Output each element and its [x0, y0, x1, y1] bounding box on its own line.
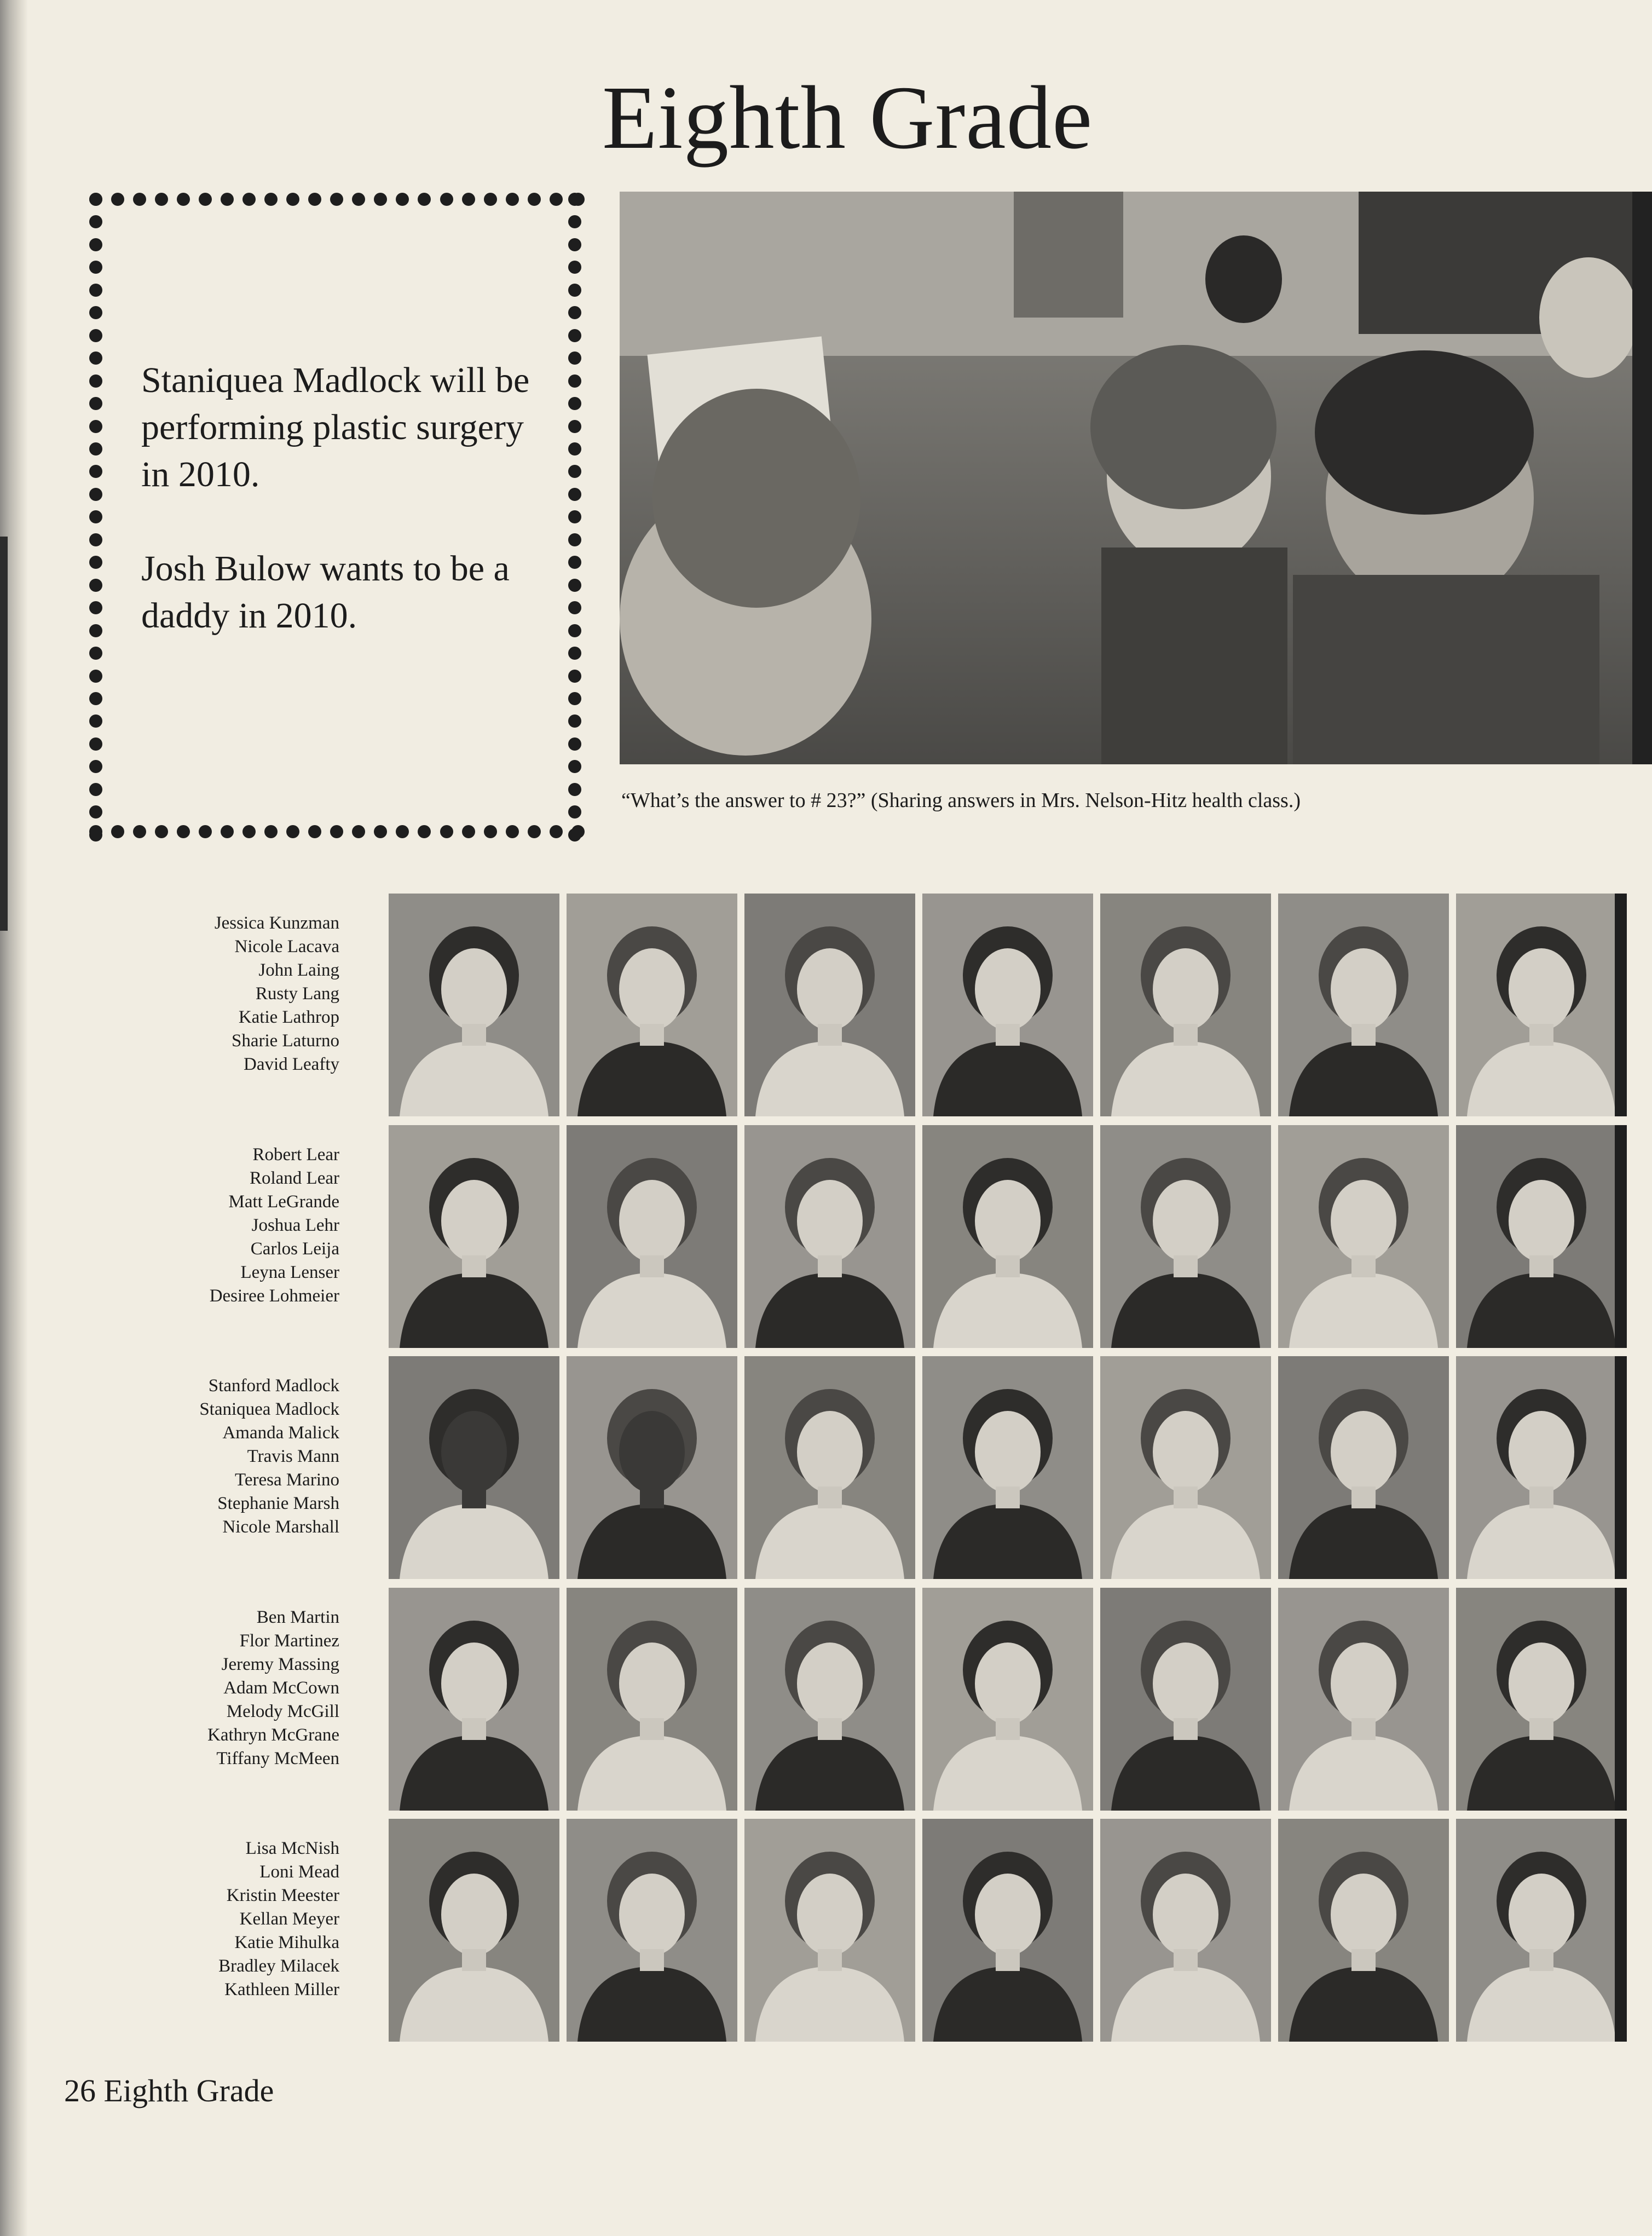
student-portrait [744, 1125, 915, 1348]
student-portrait [1100, 1356, 1271, 1579]
border-dot [484, 193, 497, 206]
student-name: Matt LeGrande [228, 1192, 339, 1212]
border-dot [133, 193, 146, 206]
border-dot [89, 510, 102, 523]
student-name: John Laing [258, 960, 339, 980]
border-dot [89, 488, 102, 501]
student-name: Nicole Lacava [234, 937, 339, 956]
border-dot [528, 193, 541, 206]
border-dot [89, 261, 102, 274]
border-dot [568, 215, 581, 228]
border-dot [89, 714, 102, 728]
border-dot [89, 420, 102, 433]
border-dot [568, 737, 581, 751]
student-name: Kathleen Miller [224, 1980, 339, 1999]
border-dot [568, 397, 581, 410]
student-name: Staniquea Madlock [199, 1399, 339, 1419]
student-portrait [1278, 894, 1449, 1116]
border-dot [550, 825, 563, 838]
student-portrait [567, 894, 737, 1116]
border-dot [568, 624, 581, 637]
border-dot [199, 193, 212, 206]
border-dot [264, 825, 278, 838]
border-dot [89, 805, 102, 819]
student-portrait [1278, 1356, 1449, 1579]
border-dot [89, 329, 102, 342]
student-name: Rusty Lang [255, 984, 339, 1004]
border-dot [89, 397, 102, 410]
student-portrait [744, 1819, 915, 2042]
student-portrait [1456, 894, 1627, 1116]
border-dot [89, 737, 102, 751]
dotted-quote-box [89, 193, 585, 842]
student-portrait [744, 1356, 915, 1579]
border-dot [89, 556, 102, 569]
student-name: Bradley Milacek [218, 1956, 339, 1976]
student-portrait [389, 1356, 559, 1579]
student-name: Katie Lathrop [238, 1007, 339, 1027]
student-name: Stephanie Marsh [217, 1494, 339, 1513]
border-dot [155, 825, 168, 838]
student-portrait [1456, 1125, 1627, 1348]
student-portrait [1278, 1125, 1449, 1348]
student-name: Sharie Laturno [231, 1031, 339, 1051]
quote-line: Josh Bulow wants to be a daddy in 2010. [141, 549, 510, 636]
photo-caption: “What’s the answer to # 23?” (Sharing answers in Mrs. Nelson-Hitz health class.) [621, 789, 1301, 812]
name-list [142, 1837, 339, 2002]
border-dot [550, 193, 563, 206]
page-folio: 26 Eighth Grade [64, 2073, 274, 2108]
student-name: Kristin Meester [226, 1886, 339, 1905]
classroom-photo-image [620, 192, 1652, 764]
border-dot [568, 714, 581, 728]
student-portrait [1456, 1356, 1627, 1579]
name-list [142, 912, 339, 1076]
student-name: Roland Lear [249, 1168, 339, 1188]
border-dot [89, 828, 102, 842]
student-portrait [922, 1588, 1093, 1811]
student-portrait [744, 1588, 915, 1811]
border-dot [568, 601, 581, 614]
student-name: Katie Mihulka [234, 1933, 339, 1952]
binding-shadow [0, 537, 8, 931]
student-portrait [389, 1125, 559, 1348]
border-dot [264, 193, 278, 206]
border-dot [286, 825, 299, 838]
border-dot [89, 760, 102, 773]
border-dot [352, 825, 365, 838]
border-dot [221, 193, 234, 206]
border-dot [89, 351, 102, 365]
border-dot [89, 783, 102, 796]
border-dot [462, 193, 475, 206]
border-dot [568, 760, 581, 773]
student-portrait [389, 1588, 559, 1811]
student-portrait [1100, 1819, 1271, 2042]
name-list [142, 1374, 339, 1539]
student-name: Joshua Lehr [251, 1215, 339, 1235]
dotted-border-bottom [89, 825, 585, 842]
border-dot [111, 193, 124, 206]
border-dot [568, 692, 581, 705]
border-dot [89, 533, 102, 546]
border-dot [89, 670, 102, 683]
border-dot [89, 284, 102, 297]
border-dot [568, 556, 581, 569]
border-dot [155, 193, 168, 206]
border-dot [568, 805, 581, 819]
student-name: Carlos Leija [250, 1239, 339, 1259]
border-dot [440, 193, 453, 206]
border-dot [568, 261, 581, 274]
border-dot [568, 647, 581, 660]
student-name: Amanda Malick [222, 1423, 339, 1443]
student-name: Robert Lear [252, 1145, 339, 1165]
student-portrait [389, 894, 559, 1116]
border-dot [568, 374, 581, 388]
border-dot [418, 825, 431, 838]
student-name: Adam McCown [223, 1678, 339, 1698]
student-portrait [1100, 1588, 1271, 1811]
border-dot [177, 193, 190, 206]
border-dot [89, 442, 102, 456]
student-portrait [922, 1819, 1093, 2042]
student-portrait [1278, 1588, 1449, 1811]
name-list [142, 1143, 339, 1308]
student-portrait [1456, 1588, 1627, 1811]
border-dot [568, 193, 581, 206]
border-dot [111, 825, 124, 838]
student-name: Loni Mead [259, 1862, 339, 1882]
student-name: Travis Mann [247, 1447, 339, 1466]
student-name: Flor Martinez [239, 1631, 339, 1651]
border-dot [89, 374, 102, 388]
border-dot [286, 193, 299, 206]
student-name: Kathryn McGrane [207, 1725, 339, 1745]
border-dot [396, 193, 409, 206]
border-dot [374, 825, 387, 838]
border-dot [568, 579, 581, 592]
student-portrait [1100, 894, 1271, 1116]
border-dot [396, 825, 409, 838]
border-dot [330, 193, 343, 206]
classroom-photo [620, 192, 1652, 764]
student-name: Tiffany McMeen [216, 1749, 339, 1768]
border-dot [374, 193, 387, 206]
dotted-border-left [89, 193, 106, 842]
border-dot [89, 193, 102, 206]
border-dot [242, 193, 256, 206]
border-dot [308, 193, 321, 206]
border-dot [568, 284, 581, 297]
border-dot [568, 670, 581, 683]
border-dot [221, 825, 234, 838]
border-dot [89, 215, 102, 228]
border-dot [352, 193, 365, 206]
student-name: Melody McGill [226, 1702, 339, 1721]
border-dot [418, 193, 431, 206]
border-dot [568, 533, 581, 546]
border-dot [568, 510, 581, 523]
border-dot [89, 624, 102, 637]
student-portrait [567, 1819, 737, 2042]
quote-text [141, 357, 557, 687]
border-dot [568, 828, 581, 842]
student-name: Stanford Madlock [208, 1376, 339, 1396]
student-portrait [389, 1819, 559, 2042]
border-dot [330, 825, 343, 838]
border-dot [568, 306, 581, 319]
border-dot [199, 825, 212, 838]
border-dot [568, 351, 581, 365]
border-dot [89, 692, 102, 705]
student-portrait [744, 894, 915, 1116]
student-portrait [567, 1125, 737, 1348]
border-dot [462, 825, 475, 838]
border-dot [177, 825, 190, 838]
student-portrait [922, 1125, 1093, 1348]
student-name: Leyna Lenser [240, 1263, 339, 1282]
border-dot [440, 825, 453, 838]
student-name: Lisa McNish [245, 1839, 339, 1858]
student-name: David Leafty [243, 1054, 339, 1074]
border-dot [89, 601, 102, 614]
dotted-border-right [568, 193, 585, 842]
border-dot [568, 238, 581, 251]
student-name: Jeremy Massing [221, 1655, 339, 1674]
border-dot [89, 465, 102, 478]
student-name: Nicole Marshall [222, 1517, 339, 1537]
border-dot [89, 238, 102, 251]
border-dot [568, 488, 581, 501]
student-portrait [567, 1356, 737, 1579]
border-dot [89, 579, 102, 592]
border-dot [568, 420, 581, 433]
border-dot [506, 825, 519, 838]
border-dot [506, 193, 519, 206]
border-dot [89, 647, 102, 660]
student-name: Desiree Lohmeier [209, 1286, 339, 1306]
border-dot [89, 306, 102, 319]
border-dot [133, 825, 146, 838]
name-list [142, 1606, 339, 1771]
student-portrait [922, 894, 1093, 1116]
student-portrait [1278, 1819, 1449, 2042]
dotted-border-top [89, 193, 585, 209]
border-dot [568, 442, 581, 456]
page-binding-edge [0, 0, 27, 2236]
border-dot [528, 825, 541, 838]
border-dot [568, 329, 581, 342]
student-name: Jessica Kunzman [214, 913, 339, 933]
border-dot [242, 825, 256, 838]
student-portrait [567, 1588, 737, 1811]
page-title: Eighth Grade [602, 67, 1093, 168]
student-name: Kellan Meyer [239, 1909, 339, 1929]
student-portrait [1100, 1125, 1271, 1348]
student-name: Teresa Marino [234, 1470, 339, 1490]
border-dot [568, 465, 581, 478]
student-portrait [922, 1356, 1093, 1579]
quote-line: Staniquea Madlock will be performing plastic surgery in 2010. [141, 360, 530, 494]
student-portrait [1456, 1819, 1627, 2042]
border-dot [484, 825, 497, 838]
border-dot [568, 783, 581, 796]
border-dot [308, 825, 321, 838]
student-name: Ben Martin [256, 1607, 339, 1627]
